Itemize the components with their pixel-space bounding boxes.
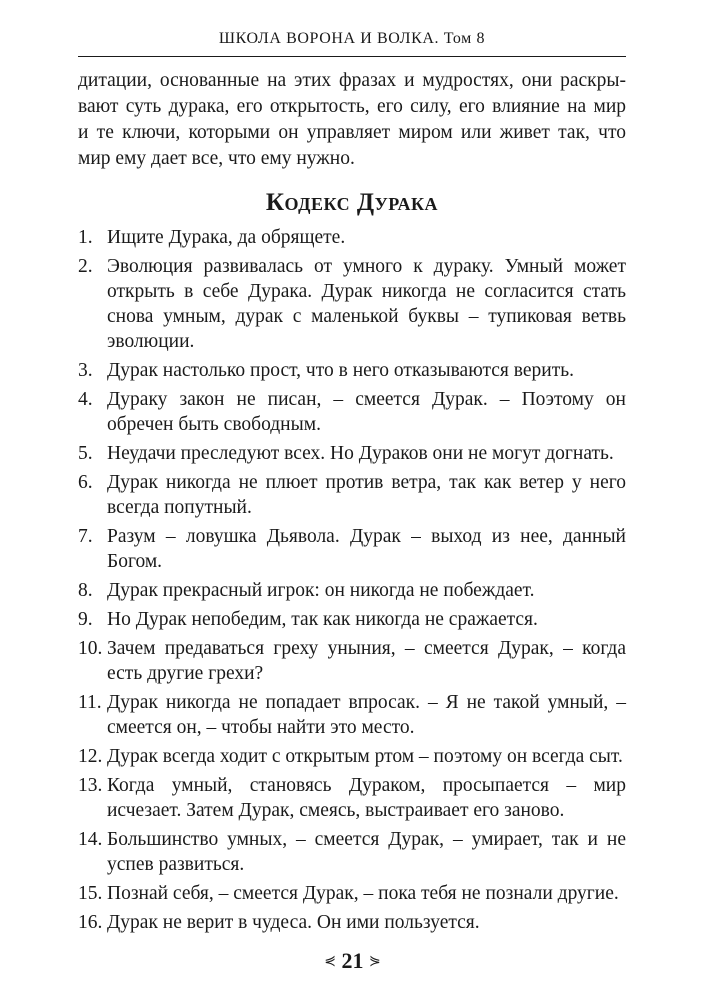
- item-number: 5.: [78, 443, 93, 464]
- list-item: [78, 225, 626, 250]
- page-number: 21: [341, 948, 364, 973]
- item-number: 15.: [78, 883, 103, 904]
- item-number: 13.: [78, 775, 103, 796]
- list-item: [78, 441, 626, 466]
- item-number: 10.: [78, 638, 103, 659]
- list-item: [78, 578, 626, 603]
- header-rule: [78, 56, 626, 57]
- item-text: Когда умный, становясь Дураком, просыпается – мир исчезает. Затем Дурак, смеясь, выстраивает его заново.: [107, 775, 626, 821]
- list-item: [78, 254, 626, 354]
- item-text: Познай себя, – смеется Дурак, – пока тебя не познали другие.: [107, 883, 619, 904]
- item-number: 2.: [78, 256, 93, 277]
- item-text: Дураку закон не писан, – смеется Дурак. – Поэтому он обречен быть свободным.: [107, 389, 626, 435]
- item-text: Дурак настолько прост, что в него отказываются верить.: [107, 360, 574, 381]
- fool-code-list: [78, 225, 626, 939]
- running-header: ШКОЛА ВОРОНА И ВОЛКА. Том 8: [218, 30, 486, 47]
- list-item: [78, 773, 626, 823]
- list-item: [78, 636, 626, 686]
- item-text: Дурак прекрасный игрок: он никогда не побеждает.: [107, 580, 535, 601]
- intro-line: и те ключи, которыми он управляет миром или живет так, что: [78, 122, 626, 143]
- item-text: Эволюция развивалась от умного к дураку. Умный может открыть в себе Дурака. Дурак никогда не согласится стать снова умным, дурак с маленькой буквы – тупиковая ветвь эволюции.: [107, 256, 626, 352]
- item-number: 9.: [78, 609, 93, 630]
- item-text: Дурак никогда не попадает впросак. – Я не такой умный, – смеется он, – чтобы найти это место.: [107, 692, 626, 738]
- list-item: [78, 470, 626, 520]
- list-item: [78, 690, 626, 740]
- item-text: Но Дурак непобедим, так как никогда не сражается.: [107, 609, 538, 630]
- list-item: [78, 524, 626, 574]
- list-item: [78, 387, 626, 437]
- item-number: 14.: [78, 829, 103, 850]
- item-text: Большинство умных, – смеется Дурак, – умирает, так и не успев развиться.: [107, 829, 626, 875]
- list-item: [78, 358, 626, 383]
- item-text: Неудачи преследуют всех. Но Дураков они не могут догнать.: [107, 443, 614, 464]
- ornament-right-icon: ⋟: [369, 954, 381, 969]
- list-item: [78, 607, 626, 632]
- item-text: Разум – ловушка Дьявола. Дурак – выход из нее, данный Богом.: [107, 526, 626, 572]
- item-text: Ищите Дурака, да обрящете.: [107, 227, 346, 248]
- item-text: Дурак никогда не плюет против ветра, так как ветер у него всегда попутный.: [107, 472, 626, 518]
- item-number: 4.: [78, 389, 93, 410]
- item-text: Дурак всегда ходит с открытым ртом – поэтому он всегда сыт.: [107, 746, 623, 767]
- intro-line: дитации, основанные на этих фразах и мудростях, они раскры-: [78, 70, 626, 91]
- item-number: 1.: [78, 227, 93, 248]
- ornament-left-icon: ⋞: [324, 954, 336, 969]
- item-number: 6.: [78, 472, 93, 493]
- list-item: [78, 881, 626, 906]
- item-number: 12.: [78, 746, 103, 767]
- section-title: Кодекс Дурака: [265, 189, 439, 216]
- item-number: 11.: [78, 692, 102, 713]
- item-text: Дурак не верит в чудеса. Он ими пользуется.: [107, 912, 480, 933]
- list-item: [78, 910, 626, 935]
- intro-line: вают суть дурака, его открытость, его силу, его влияние на мир: [78, 96, 626, 117]
- item-number: 16.: [78, 912, 103, 933]
- intro-paragraph: [78, 68, 626, 172]
- list-item: [78, 827, 626, 877]
- list-item: [78, 744, 626, 769]
- item-number: 8.: [78, 580, 93, 601]
- item-number: 7.: [78, 526, 93, 547]
- item-text: Зачем предаваться греху уныния, – смеется Дурак, – когда есть другие грехи?: [107, 638, 626, 684]
- page-footer: [0, 948, 705, 974]
- intro-line: мир ему дает все, что ему нужно.: [78, 148, 355, 169]
- item-number: 3.: [78, 360, 93, 381]
